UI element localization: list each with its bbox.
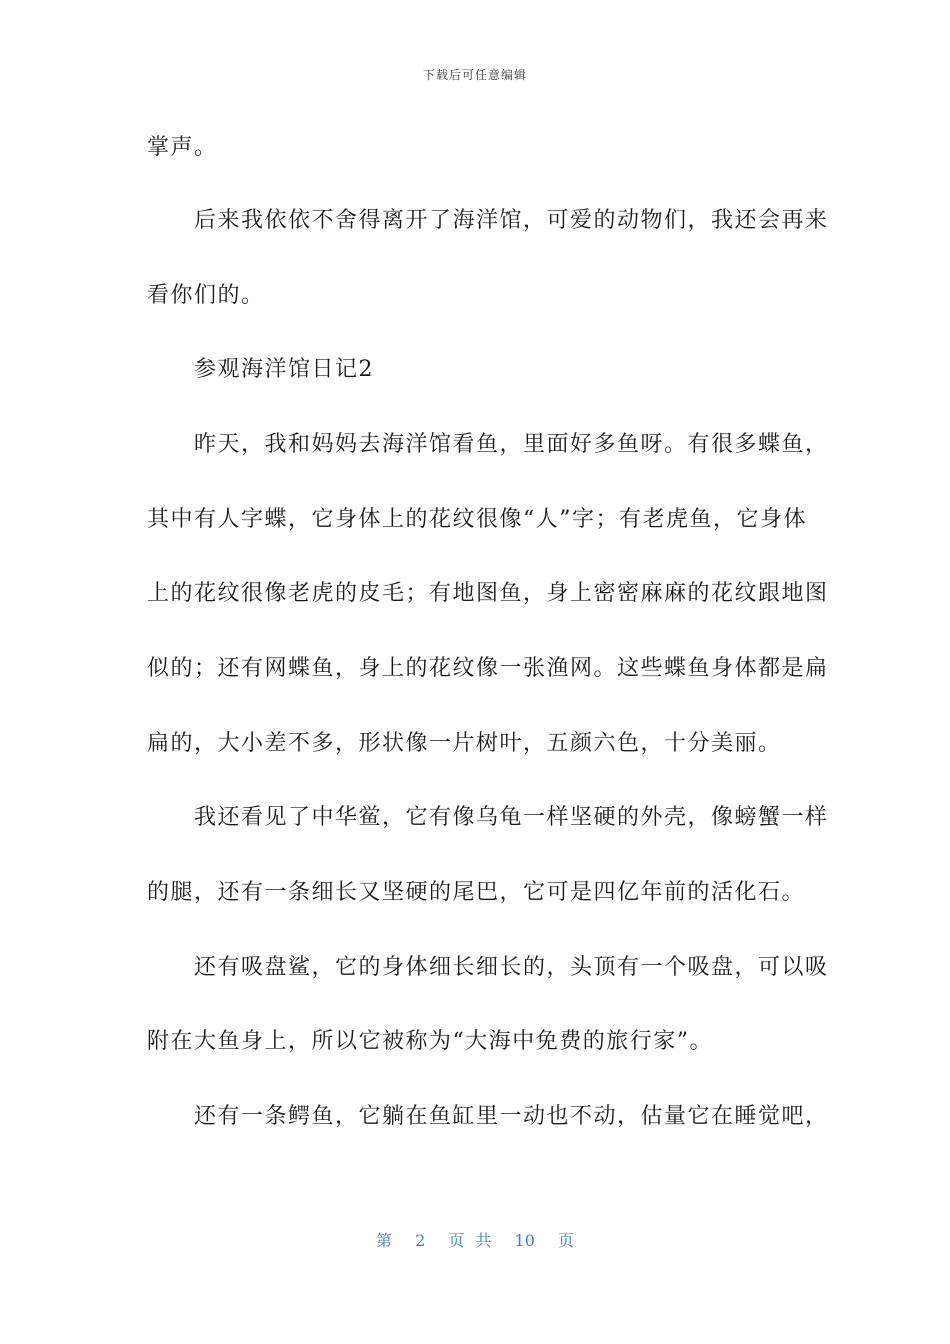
text-line: 掌声。 xyxy=(147,135,218,160)
text-line: 附在大鱼身上，所以它被称为“大海中免费的旅行家”。 xyxy=(147,1029,713,1054)
text-line: 还有一条鳄鱼，它躺在鱼缸里一动也不动，估量它在睡觉吧， xyxy=(147,1104,829,1129)
text-line: 看你们的。 xyxy=(147,283,265,308)
section-title: 参观海洋馆日记2 xyxy=(147,357,374,382)
text-line: 似的；还有网蝶鱼，身上的花纹像一张渔网。这些蝶鱼身体都是扁 xyxy=(147,656,829,681)
text-line: 后来我依依不舍得离开了海洋馆，可爱的动物们，我还会再来 xyxy=(147,208,829,233)
page-header: 下载后可任意编辑 xyxy=(422,68,527,82)
text-line: 我还看见了中华鲎，它有像乌龟一样坚硬的外壳，像螃蟹一样 xyxy=(147,805,829,830)
text-line: 昨天，我和妈妈去海洋馆看鱼，里面好多鱼呀。有很多蝶鱼， xyxy=(147,432,829,457)
text-line: 其中有人字蝶，它身体上的花纹很像“人”字；有老虎鱼，它身体 xyxy=(147,507,807,532)
page-total: 10 xyxy=(514,1231,535,1250)
page-mid: 页 共 xyxy=(448,1231,492,1250)
page-footer xyxy=(0,1228,950,1251)
text-line: 的腿，还有一条细长又坚硬的尾巴，它可是四亿年前的活化石。 xyxy=(147,880,806,905)
page-suffix: 页 xyxy=(558,1231,575,1250)
text-line: 还有吸盘鲨，它的身体细长细长的，头顶有一个吸盘，可以吸 xyxy=(147,955,829,980)
page-current: 2 xyxy=(415,1231,426,1250)
page-prefix: 第 xyxy=(375,1231,392,1250)
text-line: 扁的，大小差不多，形状像一片树叶，五颜六色，十分美丽。 xyxy=(147,731,782,756)
text-line: 上的花纹很像老虎的皮毛；有地图鱼，身上密密麻麻的花纹跟地图 xyxy=(147,581,829,606)
